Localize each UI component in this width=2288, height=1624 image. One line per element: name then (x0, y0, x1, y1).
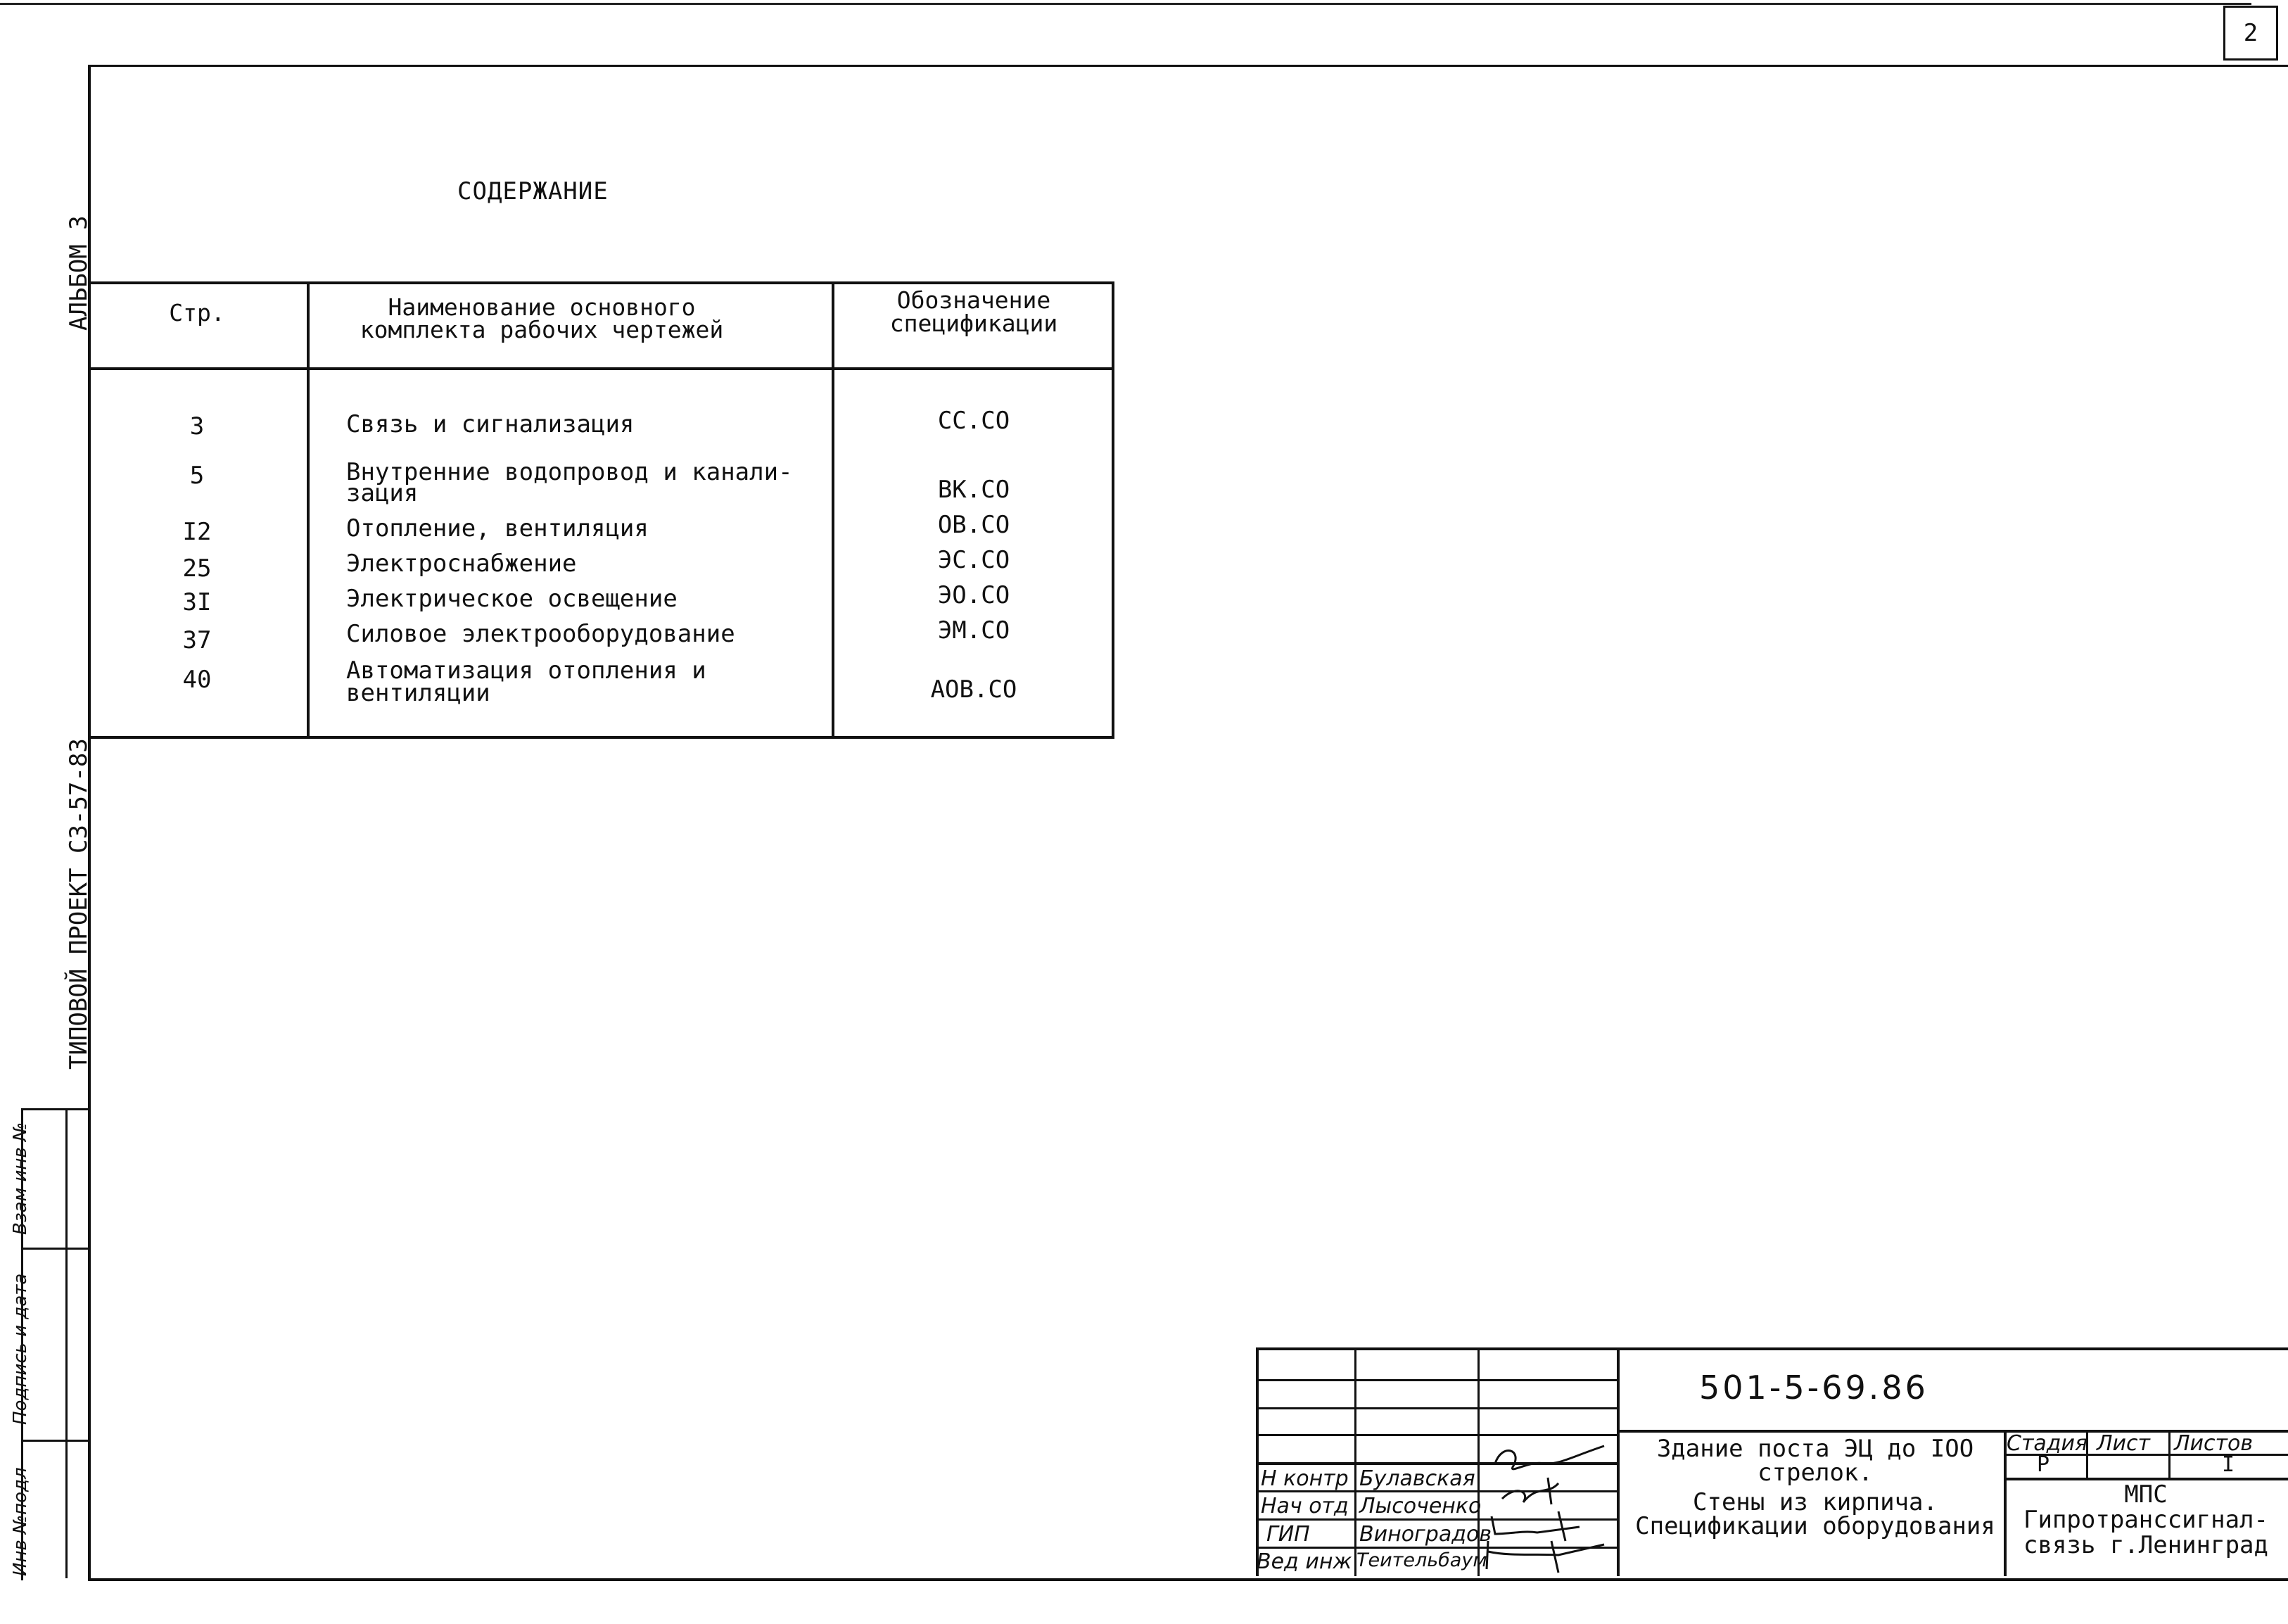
table-header-divider (88, 367, 1112, 370)
strip-cell-swap (23, 1110, 90, 1250)
tb-top-line (1256, 1347, 2288, 1350)
desc-line: Стены из кирпича. (1693, 1488, 1938, 1516)
row-name: Отопление, вентиляция (346, 514, 649, 543)
row-page: 40 (182, 666, 212, 694)
document-code: 501-5-69.86 (1699, 1369, 1928, 1407)
strip-cell-sign (23, 1250, 90, 1442)
row-code: ОВ.СО (937, 511, 1010, 539)
strip-label-inv: Инв №подл (10, 1467, 31, 1576)
row-name: Силовое электрооборудование (346, 620, 735, 648)
tb-role: Вед инж (1257, 1549, 1352, 1574)
row-code: АОВ.СО (930, 675, 1017, 704)
album-label: АЛЬБОМ 3 (65, 215, 93, 331)
header-code-2: спецификации (889, 310, 1058, 337)
top-border-line (0, 3, 2251, 5)
row-code: ЭС.СО (937, 546, 1010, 574)
header-name-2: комплекта рабочих чертежей (360, 316, 724, 343)
header-page: Стр. (169, 299, 225, 326)
row-name: Электроснабжение (346, 550, 577, 578)
tb-name: Теительбаум (1356, 1549, 1487, 1571)
row-code: ЭМ.СО (937, 616, 1010, 645)
tb-hline (1256, 1379, 1618, 1381)
drawing-description (1618, 1437, 2012, 1538)
stamp-strip (10, 1108, 90, 1580)
row-name-cont: зация (346, 479, 419, 507)
desc-line: Спецификации оборудования (1635, 1512, 1995, 1540)
sheet-number: 2 (2223, 6, 2278, 61)
row-code: СС.СО (937, 407, 1010, 435)
row-page: 3 (189, 412, 205, 440)
row-code: ЭО.СО (937, 581, 1010, 609)
header-code-1: Обозначение (896, 286, 1051, 314)
tb-role: ГИП (1266, 1522, 1310, 1547)
stage-value: Р (2037, 1452, 2050, 1477)
org-line: связь г.Ленинград (2023, 1531, 2268, 1559)
row-page: 37 (182, 626, 212, 654)
row-page: 5 (189, 462, 205, 490)
row-name-cont: вентиляции (346, 679, 490, 707)
tb-role: Н контр (1261, 1466, 1349, 1491)
page-title: СОДЕРЖАНИЕ (457, 177, 609, 205)
row-name: Автоматизация отопления и (346, 656, 706, 685)
row-name: Связь и сигнализация (346, 410, 635, 438)
table-divider-2 (832, 281, 834, 736)
tb-name: Лысоченко (1359, 1494, 1482, 1518)
strip-label-sign-date: Подпись и дата (10, 1273, 31, 1425)
organization (2012, 1482, 2280, 1558)
tb-name: Виноградов (1359, 1522, 1492, 1547)
sheets-label: Листов (2174, 1431, 2254, 1456)
tb-hline (1256, 1407, 1618, 1409)
desc-line: стрелок. (1758, 1459, 1873, 1487)
tb-role: Нач отд (1261, 1494, 1349, 1518)
row-name: Внутренние водопровод и канали- (346, 458, 793, 486)
org-line: Гипротранссигнал- (2023, 1506, 2268, 1534)
strip-divider (65, 1110, 68, 1578)
header-name-1: Наименование основного (388, 293, 696, 321)
row-code: ВК.СО (937, 476, 1010, 504)
sheets-value: I (2222, 1452, 2235, 1477)
signatures-icon (1481, 1428, 1618, 1576)
project-label: ТИПОВОЙ ПРОЕКТ СЗ-57-83 (65, 738, 93, 1070)
stage-label: Стадия (2007, 1431, 2088, 1456)
tb-name: Булавская (1359, 1466, 1475, 1491)
row-name: Электрическое освещение (346, 585, 678, 613)
org-line: МПС (2124, 1480, 2168, 1509)
strip-label-swap: Взам инв № (10, 1122, 31, 1235)
desc-line: Здание поста ЭЦ до IOO (1656, 1435, 1974, 1463)
sheet-label: Лист (2097, 1431, 2151, 1456)
row-page: I2 (182, 518, 212, 546)
table-divider-1 (307, 281, 310, 736)
row-page: 3I (182, 588, 212, 616)
row-page: 25 (182, 554, 212, 583)
